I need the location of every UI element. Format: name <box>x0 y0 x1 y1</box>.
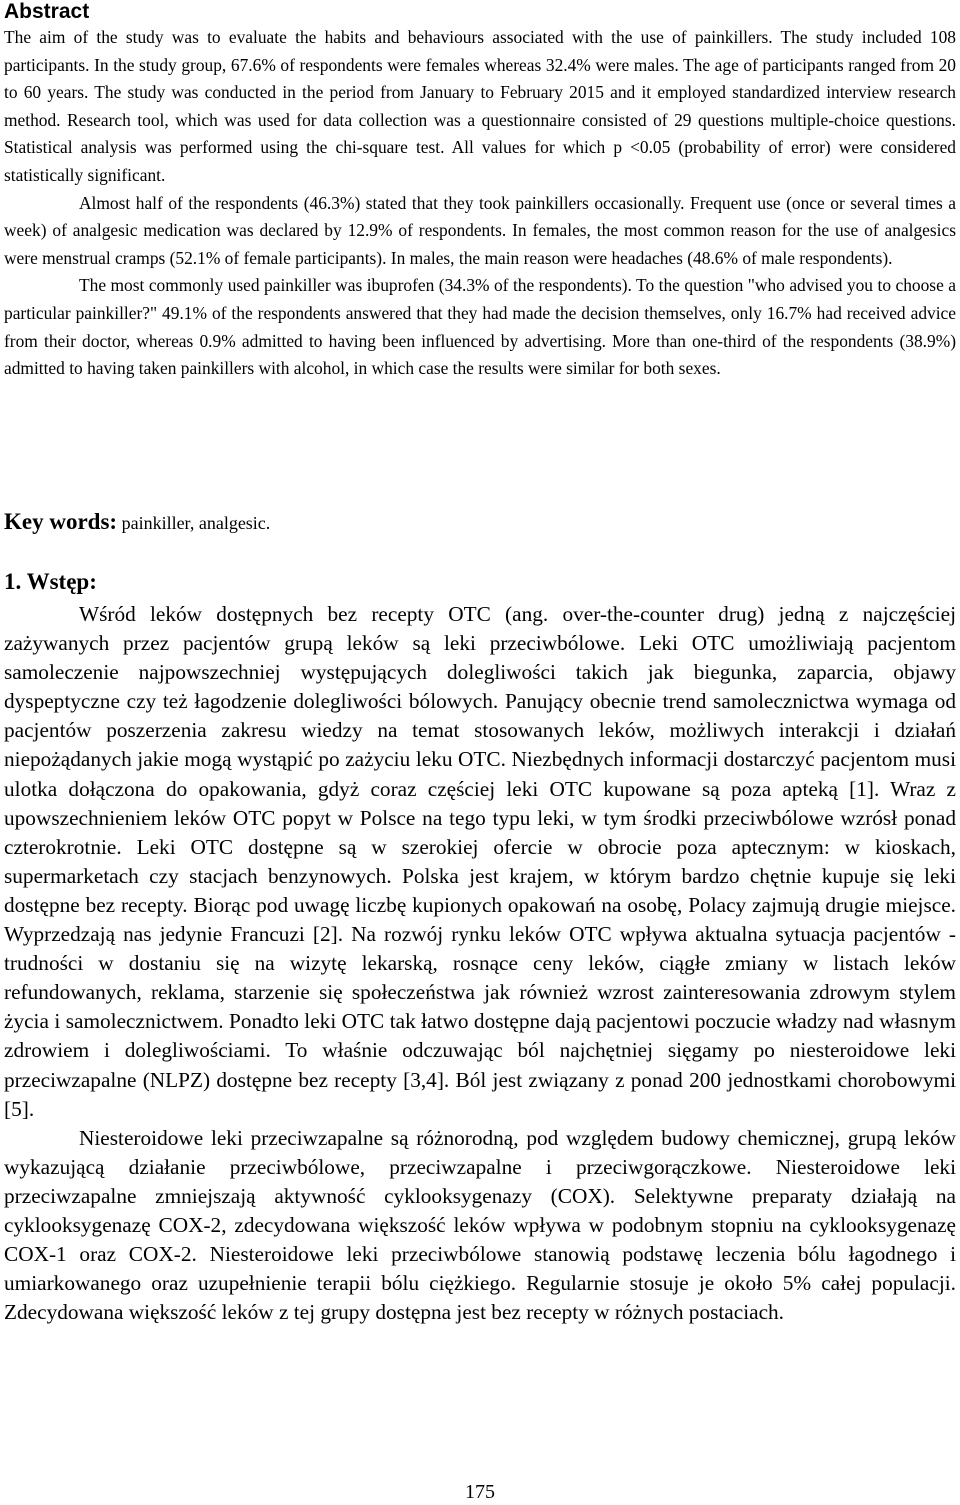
section-body <box>4 600 956 1327</box>
section-heading: 1. Wstęp: <box>4 569 97 594</box>
keywords-label: Key words: <box>4 509 118 534</box>
abstract-body <box>4 24 956 383</box>
abstract-paragraph-1: The aim of the study was to evaluate the habits and behaviours associated with the use of painkillers. The study included 108 participants. In the study group, 67.6% of respondents were females whereas 32.4% were males. The age of participants ranged from 20 to 60 years. The study was conducted in the period from January to February 2015 and it employed standardized interview research method. Research tool, which was used for data collection was a questionnaire consisted of 29 questions multiple-choice questions. Statistical analysis was performed using the chi-square test. All values for which p <0.05 (probability of error) were considered statistically significant. <box>4 27 956 185</box>
abstract-heading: Abstract <box>4 0 90 23</box>
keywords-line <box>4 507 270 538</box>
document-page <box>4 0 956 1325</box>
keywords-value: painkiller, analgesic. <box>121 513 271 533</box>
section-paragraph-2: Niesteroidowe leki przeciwzapalne są różnorodną, pod względem budowy chemicznej, grupą leków wykazującą działanie przeciwbólowe, przeciwzapalne i przeciwgorączkowe. Niesteroidowe leki przeciwzapalne zmniejszają aktywność cyklooksygenazy (COX). Selektywne preparaty działają na cyklooksygenazę COX-2, zdecydowana większość leków wpływa w podobnym stopniu na cyklooksygenazę COX-1 oraz COX-2. Niesteroidowe leki przeciwbólowe stanowią podstawę leczenia bólu łagodnego i umiarkowanego oraz uzupełnienie terapii bólu ciężkiego. Regularnie stosuje je około 5% całej populacji. Zdecydowana większość leków z tej grupy dostępna jest bez recepty w różnych postaciach. <box>4 1125 956 1325</box>
page-number: 175 <box>465 1481 495 1503</box>
section-paragraph-1: Wśród leków dostępnych bez recepty OTC (ang. over-the-counter drug) jedną z najczęściej zażywanych przez pacjentów grupą leków są leki przeciwbólowe. Leki OTC umożliwiają pacjentom samoleczenie najpowszechniej występujących dolegliwości takich jak biegunka, zaparcia, objawy dyspeptyczne czy też łagodzenie dolegliwości bólowych. Panujący obecnie trend samolecznictwa wymaga od pacjentów poszerzenia zakresu wiedzy na temat stosowanych leków, możliwych interakcji i działań niepożądanych jakie mogą wystąpić po zażyciu leku OTC. Niezbędnych informacji dostarczyć pacjentom musi ulotka dołączona do opakowania, gdyż coraz częściej leki OTC kupowane są poza apteką [1]. Wraz z upowszechnieniem leków OTC popyt w Polsce na tego typu leki, w tym środki przeciwbólowe wzrósł ponad czterokrotnie. Leki OTC dostępne są w szerokiej ofercie w obrocie poza aptecznym: w kioskach, supermarketach czy stacjach benzynowych. Polska jest krajem, w którym bardzo chętnie kupuje się leki dostępne bez recepty. Biorąc pod uwagę liczbę kupionych opakowań na osobę, Polacy zajmują drugie miejsce. Wyprzedzają nas jedynie Francuzi [2]. Na rozwój rynku leków OTC wpływa aktualna sytuacja pacjentów - trudności w dostaniu się na wizytę lekarską, rosnące ceny leków, ciągłe zmiany w listach leków refundowanych, reklama, starzenie się społeczeństwa jak również wzrost zainteresowania zdrowym stylem życia i samolecznictwem. Ponadto leki OTC tak łatwo dostępne dają pacjentowi poczucie władzy nad własnym zdrowiem i dolegliwościami. To właśnie odczuwając ból najchętniej sięgamy po niesteroidowe leki przeciwzapalne (NLPZ) dostępne bez recepty [3,4]. Ból jest związany z ponad 200 jednostkami chorobowymi [5]. <box>4 602 956 1121</box>
abstract-paragraph-2: Almost half of the respondents (46.3%) stated that they took painkillers occasionally. Frequent use (once or several times a week) of analgesic medication was declared by 12.9% of respondents. In females, the most common reason for the use of analgesics were menstrual cramps (52.1% of female participants). In males, the main reason were headaches (48.6% of male respondents). <box>4 192 956 268</box>
abstract-paragraph-3: The most commonly used painkiller was ibuprofen (34.3% of the respondents). To the question "who advised you to choose a particular painkiller?" 49.1% of the respondents answered that they had made the decision themselves, only 16.7% had received advice from their doctor, whereas 0.9% admitted to having been influenced by advertising. More than one-third of the respondents (38.9%) admitted to having taken painkillers with alcohol, in which case the results were similar for both sexes. <box>4 275 956 379</box>
